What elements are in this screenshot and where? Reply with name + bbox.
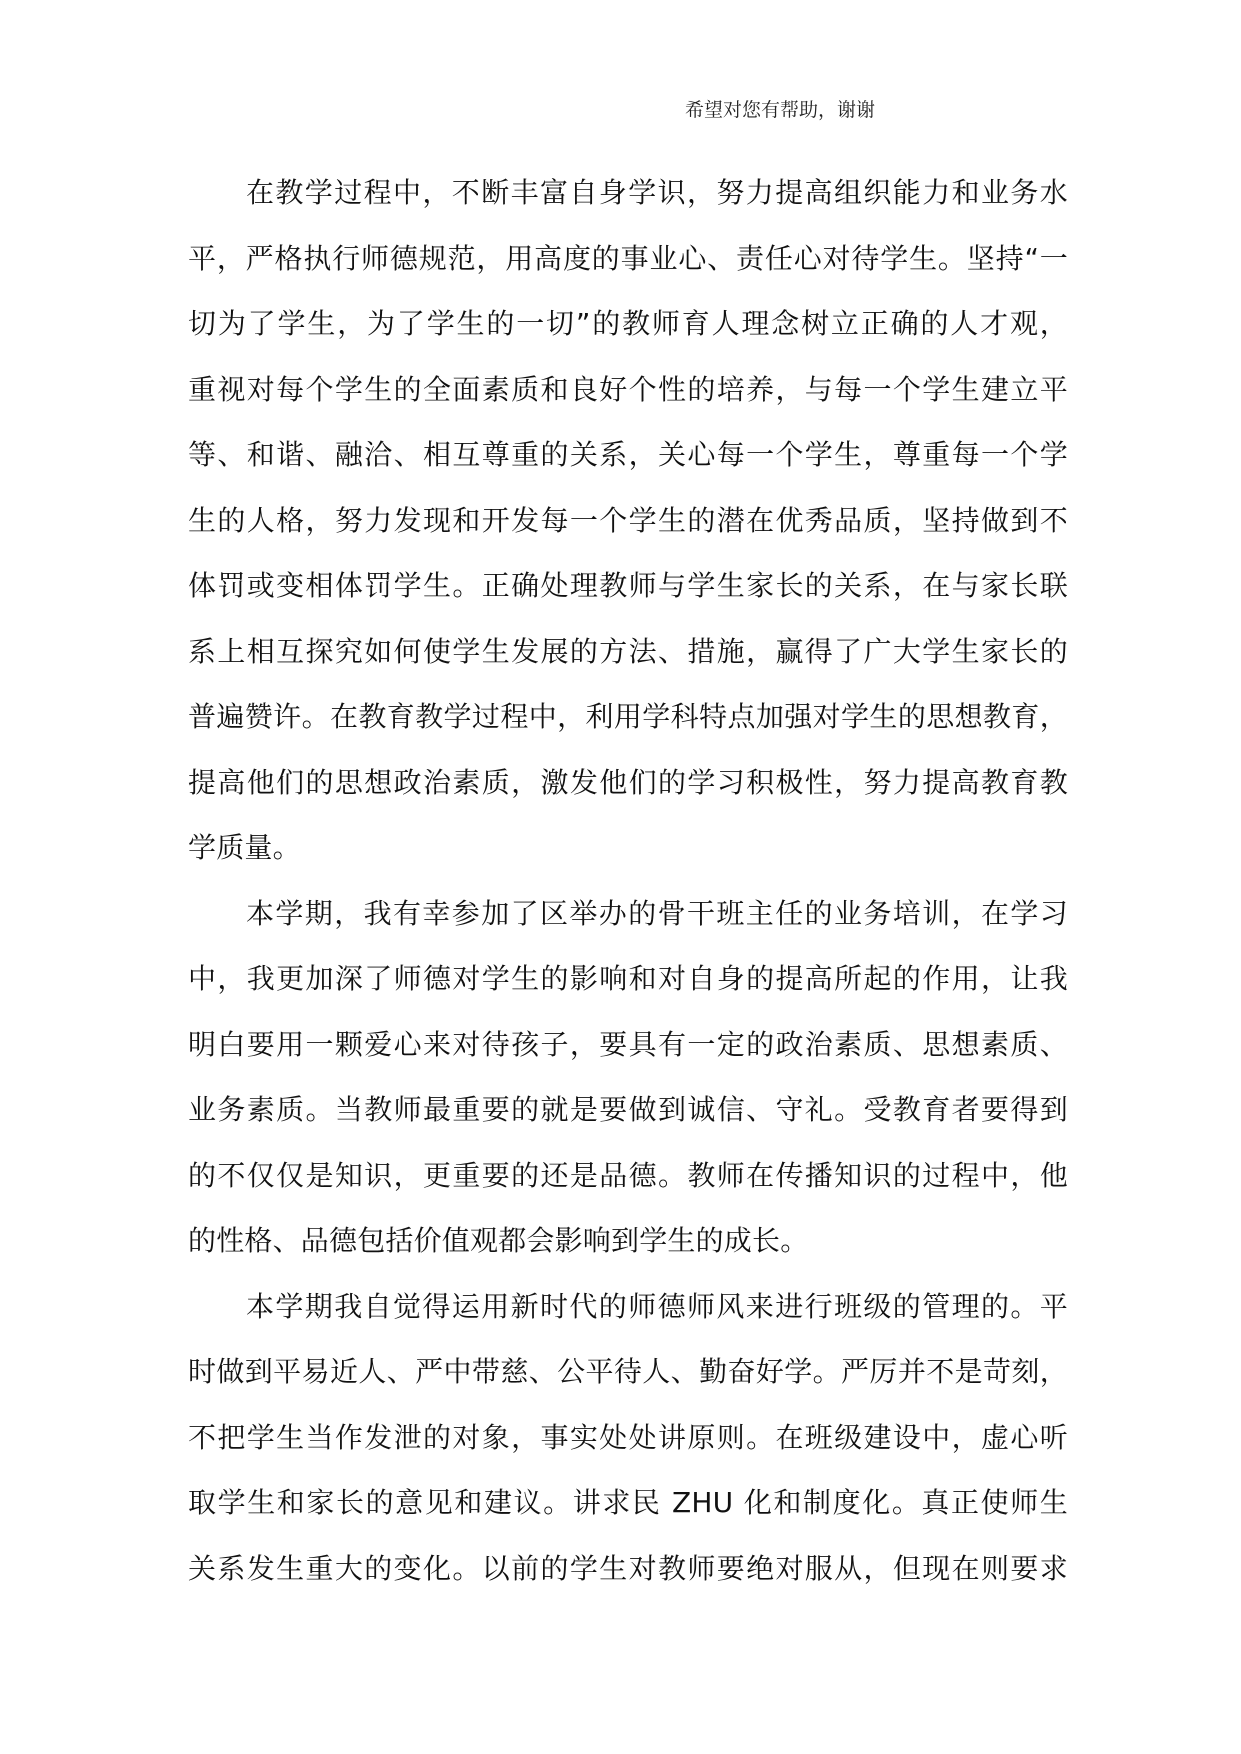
paragraph-line: 提高他们的思想政治素质，激发他们的学习积极性，努力提高教育教 [188, 765, 1068, 799]
paragraph-line: 系上相互探究如何使学生发展的方法、措施，赢得了广大学生家长的 [188, 634, 1068, 668]
paragraph-line: 明白要用一颗爱心来对待孩子，要具有一定的政治素质、思想素质、 [188, 1027, 1068, 1061]
header-note: 希望对您有帮助，谢谢 [685, 99, 876, 121]
paragraph-line: 本学期，我有幸参加了区举办的骨干班主任的业务培训，在学习 [246, 896, 1068, 930]
paragraph-line: 的不仅仅是知识，更重要的还是品德。教师在传播知识的过程中，他 [188, 1158, 1068, 1192]
paragraph-line: 的性格、品德包括价值观都会影响到学生的成长。 [188, 1224, 809, 1257]
paragraph-line: 重视对每个学生的全面素质和良好个性的培养，与每一个学生建立平 [188, 372, 1068, 406]
paragraph-line: 学质量。 [188, 831, 301, 864]
paragraph-line: 取学生和家长的意见和建议。讲求民 ZHU 化和制度化。真正使师生 [188, 1486, 1068, 1519]
paragraph-line: 时做到平易近人、严中带慈、公平待人、勤奋好学。严厉并不是苛刻， [188, 1355, 1068, 1388]
paragraph-line: 体罚或变相体罚学生。正确处理教师与学生家长的关系，在与家长联 [188, 569, 1068, 602]
paragraph-line: 普遍赞许。在教育教学过程中，利用学科特点加强对学生的思想教育， [188, 700, 1068, 733]
paragraph-line: 平，严格执行师德规范，用高度的事业心、责任心对待学生。坚持“一 [188, 241, 1068, 275]
paragraph-line: 生的人格，努力发现和开发每一个学生的潜在优秀品质，坚持做到不 [188, 503, 1068, 537]
paragraph-line: 本学期我自觉得运用新时代的师德师风来进行班级的管理的。平 [246, 1289, 1068, 1323]
paragraph-line: 不把学生当作发泄的对象，事实处处讲原则。在班级建设中，虚心听 [188, 1420, 1068, 1454]
document-body [188, 160, 1068, 1601]
paragraph-line: 等、和谐、融洽、相互尊重的关系，关心每一个学生，尊重每一个学 [188, 438, 1068, 471]
paragraph-line: 切为了学生，为了学生的一切”的教师育人理念树立正确的人才观， [188, 307, 1068, 340]
paragraph-line: 中，我更加深了师德对学生的影响和对自身的提高所起的作用，让我 [188, 962, 1068, 995]
paragraph-line: 关系发生重大的变化。以前的学生对教师要绝对服从，但现在则要求 [188, 1551, 1068, 1585]
paragraph-line: 业务素质。当教师最重要的就是要做到诚信、守礼。受教育者要得到 [188, 1093, 1068, 1126]
paragraph-line: 在教学过程中，不断丰富自身学识，努力提高组织能力和业务水 [246, 176, 1068, 209]
